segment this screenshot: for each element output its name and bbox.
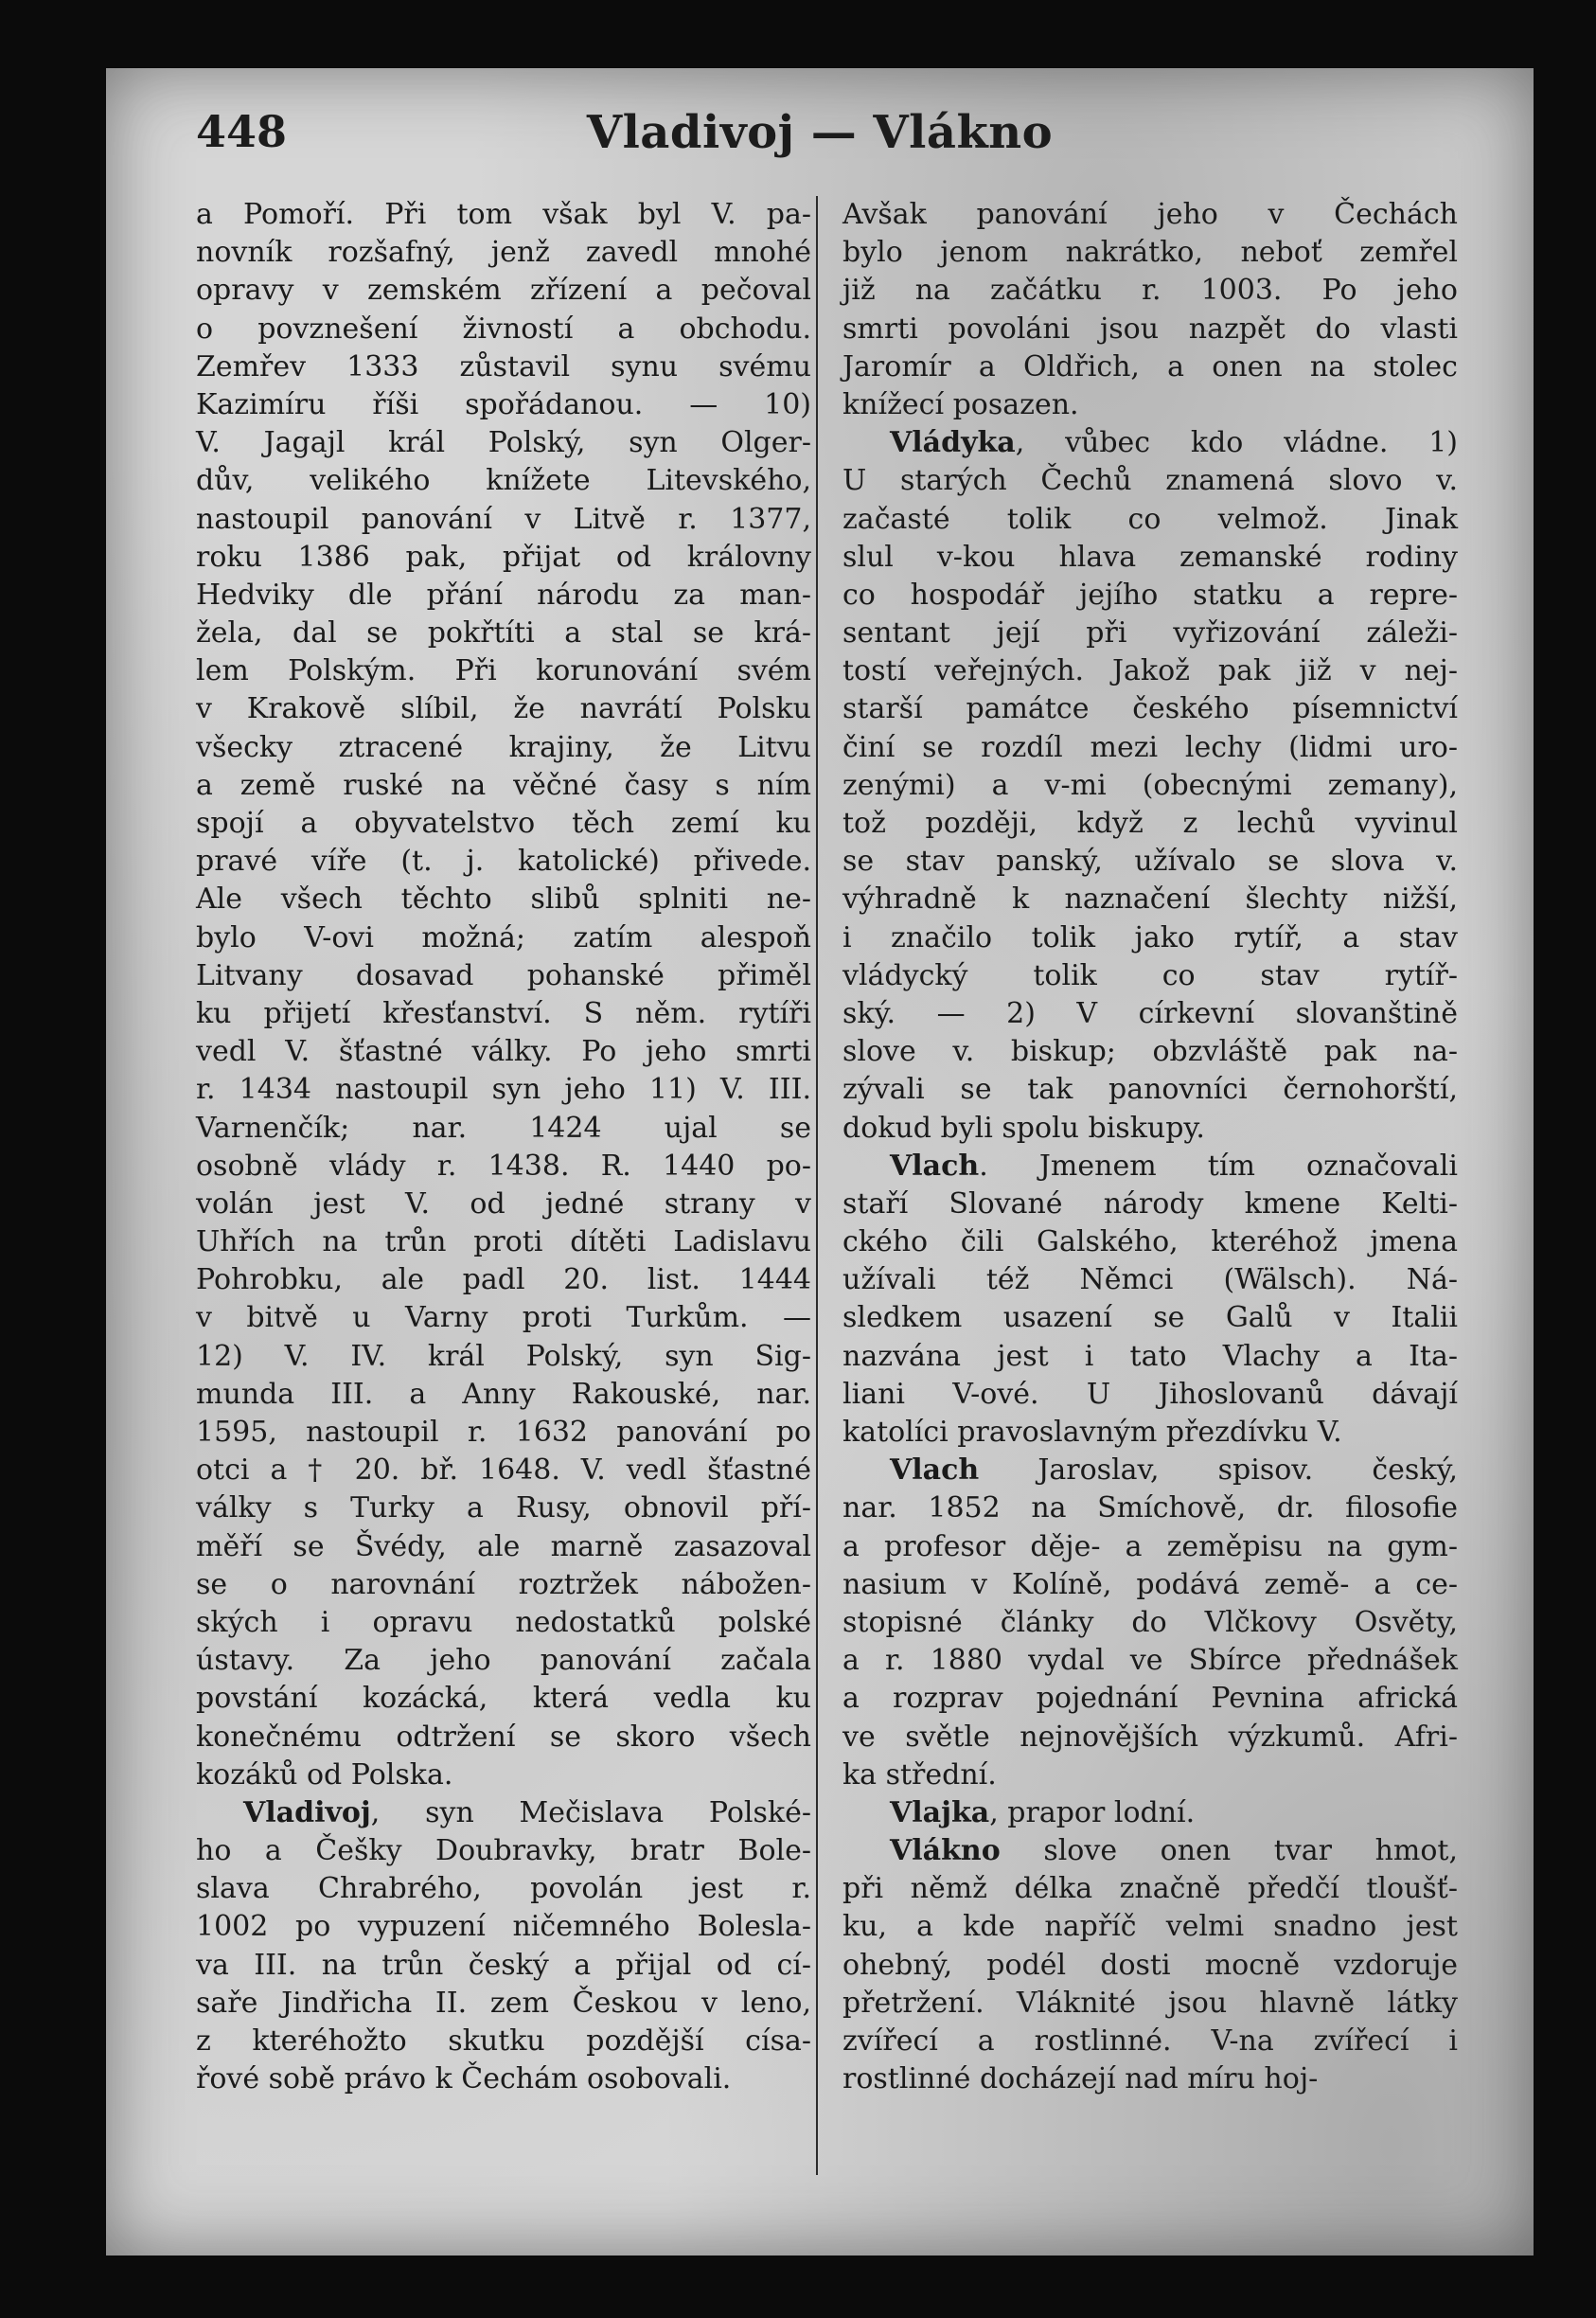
text-line bbox=[196, 1261, 811, 1299]
text-line bbox=[842, 1604, 1458, 1642]
text-line bbox=[196, 577, 811, 615]
text-line bbox=[842, 690, 1458, 728]
text-line bbox=[196, 462, 811, 500]
text-line bbox=[196, 272, 811, 310]
line-text: vládycký tolik co stav rytíř- bbox=[842, 958, 1458, 992]
text-line bbox=[842, 1489, 1458, 1527]
line-text: slove onen tvar hmot, bbox=[1000, 1834, 1458, 1868]
text-line bbox=[842, 995, 1458, 1033]
text-line bbox=[196, 1033, 811, 1071]
line-text: , vůbec kdo vládne. 1) bbox=[1015, 426, 1458, 460]
text-line bbox=[842, 957, 1458, 995]
line-text: a země ruské na věčné časy s ním bbox=[196, 768, 811, 802]
entry-headword: Vlajka bbox=[890, 1795, 990, 1829]
running-title: Vladivoj — Vlákno bbox=[586, 106, 1054, 159]
line-text: přetržení. Vláknité jsou hlavně látky bbox=[842, 1986, 1458, 2020]
entry-headword: Vlákno bbox=[890, 1834, 1001, 1868]
text-line bbox=[196, 424, 811, 462]
column-divider bbox=[816, 196, 818, 2175]
text-line bbox=[842, 1223, 1458, 1261]
text-line bbox=[196, 615, 811, 652]
line-text: nasium v Kolíně, podává země- a ce- bbox=[842, 1567, 1458, 1601]
line-text: slava Chrabrého, povolán jest r. bbox=[196, 1872, 811, 1906]
line-text: opravy v zemském zřízení a pečoval bbox=[196, 274, 811, 308]
line-text: Jaroslav, spisov. český, bbox=[979, 1453, 1458, 1488]
line-text: 1595, nastoupil r. 1632 panování po bbox=[196, 1416, 811, 1449]
page-header bbox=[106, 106, 1534, 172]
line-text: pravé víře (t. j. katolické) přivede. bbox=[196, 845, 811, 879]
text-line bbox=[842, 1414, 1458, 1452]
text-line bbox=[842, 539, 1458, 577]
text-line bbox=[196, 1794, 811, 1832]
line-text: se stav panský, užívalo se slova v. bbox=[842, 845, 1458, 879]
line-text: vedl V. šťastné války. Po jeho smrti bbox=[196, 1035, 811, 1069]
line-text: řové sobě právo k Čechám osobovali. bbox=[196, 2062, 732, 2096]
line-text: osobně vlády r. 1438. R. 1440 po- bbox=[196, 1149, 811, 1183]
line-text: knížecí posazen. bbox=[842, 387, 1079, 421]
line-text: starší památce českého písemnictví bbox=[842, 692, 1458, 726]
entry-headword: Vládyka bbox=[890, 426, 1016, 460]
text-line bbox=[196, 2060, 811, 2098]
line-text: stopisné články do Vlčkovy Osvěty, bbox=[842, 1605, 1458, 1639]
line-text: všecky ztracené krajiny, že Litvu bbox=[196, 730, 811, 764]
text-line bbox=[196, 1604, 811, 1642]
line-text: spojí a obyvatelstvo těch zemí ku bbox=[196, 807, 811, 840]
text-line bbox=[196, 919, 811, 957]
line-text: se o narovnání roztržek nábožen- bbox=[196, 1567, 811, 1601]
text-line bbox=[196, 1908, 811, 1946]
text-line bbox=[842, 1148, 1458, 1186]
text-line bbox=[196, 1489, 811, 1527]
text-line bbox=[842, 2060, 1458, 2098]
text-line bbox=[842, 386, 1458, 424]
text-line bbox=[842, 1528, 1458, 1566]
line-text: volán jest V. od jedné strany v bbox=[196, 1186, 811, 1221]
text-line bbox=[196, 501, 811, 539]
text-line bbox=[196, 234, 811, 272]
line-text: bylo jenom nakrátko, neboť zemřel bbox=[842, 236, 1458, 270]
line-text: dokud byli spolu biskupy. bbox=[842, 1111, 1205, 1145]
text-line bbox=[196, 1985, 811, 2023]
text-line bbox=[196, 1756, 811, 1794]
line-text: již na začátku r. 1003. Po jeho bbox=[842, 274, 1458, 308]
line-text: ských i opravu nedostatků polské bbox=[196, 1605, 811, 1639]
line-text: a r. 1880 vydal ve Sbírce přednášek bbox=[842, 1644, 1458, 1678]
line-text: staří Slované národy kmene Kelti- bbox=[842, 1186, 1458, 1221]
line-text: sentant její při vyřizování záleži- bbox=[842, 616, 1458, 651]
text-line bbox=[842, 1452, 1458, 1489]
text-line bbox=[842, 1376, 1458, 1414]
line-text: novník rozšafný, jenž zavedl mnohé bbox=[196, 236, 811, 270]
text-line bbox=[842, 1680, 1458, 1718]
line-text: ohebný, podél dosti mocně vzdoruje bbox=[842, 1948, 1458, 1982]
text-line bbox=[842, 881, 1458, 918]
line-text: a Pomoří. Při tom však byl V. pa- bbox=[196, 198, 811, 231]
text-line bbox=[196, 1376, 811, 1414]
line-text: Uhřích na trůn proti dítěti Ladislavu bbox=[196, 1225, 811, 1259]
line-text: lem Polským. Při korunování svém bbox=[196, 654, 811, 688]
text-line bbox=[842, 1071, 1458, 1109]
line-text: začasté tolik co velmož. Jinak bbox=[842, 502, 1458, 536]
line-text: ho a Češky Doubravky, bratr Bole- bbox=[196, 1834, 811, 1868]
page-number: 448 bbox=[196, 106, 288, 157]
text-line bbox=[196, 995, 811, 1033]
text-line bbox=[196, 386, 811, 424]
line-text: Zemřev 1333 zůstavil synu svému bbox=[196, 349, 811, 383]
text-line bbox=[196, 1223, 811, 1261]
line-text: V. Jagajl král Polský, syn Olger- bbox=[196, 426, 811, 460]
text-line bbox=[196, 1299, 811, 1337]
entry-headword: Vladivoj bbox=[243, 1795, 371, 1829]
text-line bbox=[842, 1642, 1458, 1680]
line-text: tož později, když z lechů vyvinul bbox=[842, 807, 1458, 840]
line-text: při němž délka značně předčí tloušť- bbox=[842, 1872, 1458, 1906]
text-line bbox=[842, 272, 1458, 310]
line-text: Ale všech těchto slibů splniti ne- bbox=[196, 883, 811, 917]
line-text: otci a † 20. bř. 1648. V. vedl šťastné bbox=[196, 1453, 811, 1488]
text-line bbox=[842, 424, 1458, 462]
line-text: ku přijetí křesťanství. S něm. rytíři bbox=[196, 996, 811, 1030]
line-text: výhradně k naznačení šlechty nižší, bbox=[842, 883, 1458, 917]
text-line bbox=[196, 348, 811, 386]
line-text: zývali se tak panovníci černohorští, bbox=[842, 1073, 1458, 1107]
text-line bbox=[196, 805, 811, 843]
text-line bbox=[842, 1756, 1458, 1794]
text-line bbox=[196, 1110, 811, 1148]
text-line bbox=[842, 1299, 1458, 1337]
text-line bbox=[842, 1338, 1458, 1376]
line-text: Hedviky dle přání národu za man- bbox=[196, 578, 811, 612]
text-line bbox=[842, 615, 1458, 652]
text-line bbox=[196, 1186, 811, 1223]
text-line bbox=[842, 1947, 1458, 1985]
line-text: saře Jindřicha II. zem Českou v leno, bbox=[196, 1986, 811, 2020]
line-text: Jaromír a Oldřich, a onen na stolec bbox=[842, 349, 1458, 383]
text-line bbox=[842, 501, 1458, 539]
text-line bbox=[196, 1071, 811, 1109]
text-line bbox=[842, 1719, 1458, 1756]
text-line bbox=[842, 577, 1458, 615]
text-line bbox=[842, 1566, 1458, 1604]
line-text: sledkem usazení se Galů v Italii bbox=[842, 1301, 1458, 1335]
text-line bbox=[196, 1719, 811, 1756]
text-line bbox=[196, 1947, 811, 1985]
line-text: roku 1386 pak, přijat od královny bbox=[196, 540, 811, 574]
text-line bbox=[842, 311, 1458, 348]
text-line bbox=[196, 196, 811, 234]
line-text: ústavy. Za jeho panování začala bbox=[196, 1644, 811, 1678]
line-text: , prapor lodní. bbox=[989, 1795, 1196, 1829]
text-line bbox=[196, 1832, 811, 1870]
line-text: ckého čili Galského, kteréhož jmena bbox=[842, 1225, 1458, 1259]
line-text: liani V-ové. U Jihoslovanů dávají bbox=[842, 1377, 1458, 1411]
line-text: slul v-kou hlava zemanské rodiny bbox=[842, 540, 1458, 574]
line-text: U starých Čechů znamená slovo v. bbox=[842, 464, 1458, 498]
text-line bbox=[842, 767, 1458, 805]
line-text: , syn Mečislava Polské- bbox=[370, 1795, 811, 1829]
text-line bbox=[842, 1832, 1458, 1870]
line-text: Avšak panování jeho v Čechách bbox=[842, 198, 1458, 231]
line-text: zenými) a v-mi (obecnými zemany), bbox=[842, 768, 1458, 802]
line-text: povstání kozácká, která vedla ku bbox=[196, 1682, 811, 1716]
text-line bbox=[842, 1033, 1458, 1071]
line-text: i značilo tolik jako rytíř, a stav bbox=[842, 920, 1458, 954]
line-text: 1002 po vypuzení ničemného Bolesla- bbox=[196, 1910, 811, 1944]
book-page bbox=[106, 68, 1534, 2256]
line-text: války s Turky a Rusy, obnovil pří- bbox=[196, 1491, 811, 1525]
line-text: nar. 1852 na Smíchově, dr. filosofie bbox=[842, 1491, 1458, 1525]
text-line bbox=[842, 1110, 1458, 1148]
text-line bbox=[842, 729, 1458, 767]
text-line bbox=[196, 1148, 811, 1186]
text-line bbox=[842, 1794, 1458, 1832]
text-line bbox=[196, 957, 811, 995]
line-text: ka střední. bbox=[842, 1757, 997, 1792]
text-line bbox=[842, 1186, 1458, 1223]
line-text: Pohrobku, ale padl 20. list. 1444 bbox=[196, 1263, 811, 1297]
line-text: o povznešení živností a obchodu. bbox=[196, 312, 811, 346]
line-text: a rozprav pojednání Pevnina africká bbox=[842, 1682, 1458, 1716]
text-line bbox=[842, 1870, 1458, 1908]
right-column bbox=[842, 196, 1458, 2098]
text-line bbox=[196, 729, 811, 767]
line-text: nazvána jest i tato Vlachy a Ita- bbox=[842, 1339, 1458, 1373]
line-text: měří se Švédy, ale marně zasazoval bbox=[196, 1529, 811, 1563]
text-line bbox=[842, 843, 1458, 881]
text-line bbox=[196, 311, 811, 348]
line-text: dův, velikého knížete Litevského, bbox=[196, 464, 811, 498]
line-text: kozáků od Polska. bbox=[196, 1757, 453, 1792]
line-text: smrti povoláni jsou nazpět do vlasti bbox=[842, 312, 1458, 346]
line-text: 12) V. IV. král Polský, syn Sig- bbox=[196, 1339, 811, 1373]
text-line bbox=[196, 1680, 811, 1718]
text-line bbox=[842, 1985, 1458, 2023]
text-line bbox=[196, 1414, 811, 1452]
line-text: . Jmenem tím označovali bbox=[979, 1149, 1458, 1183]
text-line bbox=[196, 1870, 811, 1908]
line-text: a profesor děje- a zeměpisu na gym- bbox=[842, 1529, 1458, 1563]
text-line bbox=[196, 539, 811, 577]
text-line bbox=[196, 1566, 811, 1604]
text-line bbox=[842, 234, 1458, 272]
text-line bbox=[196, 1642, 811, 1680]
line-text: slove v. biskup; obzvláště pak na- bbox=[842, 1035, 1458, 1069]
left-column bbox=[196, 196, 811, 2098]
text-line bbox=[842, 1908, 1458, 1946]
line-text: Litvany dosavad pohanské přiměl bbox=[196, 958, 811, 992]
line-text: r. 1434 nastoupil syn jeho 11) V. III. bbox=[196, 1073, 811, 1107]
text-line bbox=[196, 1528, 811, 1566]
text-line bbox=[842, 1261, 1458, 1299]
text-line bbox=[842, 462, 1458, 500]
line-text: z kteréhožto skutku pozdější císa- bbox=[196, 2024, 811, 2058]
line-text: v Krakově slíbil, že navrátí Polsku bbox=[196, 692, 811, 726]
text-line bbox=[842, 919, 1458, 957]
line-text: ve světle nejnovějších výzkumů. Afri- bbox=[842, 1720, 1458, 1754]
line-text: va III. na trůn český a přijal od cí- bbox=[196, 1948, 811, 1982]
line-text: co hospodář jejího statku a repre- bbox=[842, 578, 1458, 612]
text-line bbox=[196, 690, 811, 728]
line-text: rostlinné docházejí nad míru hoj- bbox=[842, 2062, 1319, 2096]
line-text: v bitvě u Varny proti Turkům. — bbox=[196, 1301, 811, 1335]
text-line bbox=[196, 843, 811, 881]
line-text: zvířecí a rostlinné. V-na zvířecí i bbox=[842, 2024, 1458, 2058]
text-line bbox=[196, 652, 811, 690]
text-line bbox=[842, 2023, 1458, 2060]
text-line bbox=[196, 1452, 811, 1489]
line-text: konečnému odtržení se skoro všech bbox=[196, 1720, 811, 1754]
text-line bbox=[842, 348, 1458, 386]
text-line bbox=[196, 767, 811, 805]
line-text: ku, a kde napříč velmi snadno jest bbox=[842, 1910, 1458, 1944]
line-text: činí se rozdíl mezi lechy (lidmi uro- bbox=[842, 730, 1458, 764]
line-text: Kazimíru říši spořádanou. — 10) bbox=[196, 387, 811, 421]
text-line bbox=[842, 196, 1458, 234]
line-text: užívali též Němci (Wälsch). Ná- bbox=[842, 1263, 1458, 1297]
text-line bbox=[842, 805, 1458, 843]
line-text: munda III. a Anny Rakouské, nar. bbox=[196, 1377, 811, 1411]
text-line bbox=[196, 881, 811, 918]
entry-headword: Vlach bbox=[890, 1453, 980, 1488]
line-text: Varnenčík; nar. 1424 ujal se bbox=[196, 1111, 811, 1145]
line-text: tostí veřejných. Jakož pak již v nej- bbox=[842, 654, 1458, 688]
line-text: žela, dal se pokřtíti a stal se krá- bbox=[196, 616, 811, 651]
line-text: katolíci pravoslavným přezdívku V. bbox=[842, 1416, 1342, 1449]
entry-headword: Vlach bbox=[890, 1149, 980, 1183]
text-line bbox=[842, 652, 1458, 690]
text-line bbox=[196, 1338, 811, 1376]
line-text: ský. — 2) V církevní slovanštině bbox=[842, 996, 1458, 1030]
line-text: bylo V-ovi možná; zatím alespoň bbox=[196, 920, 811, 954]
line-text: nastoupil panování v Litvě r. 1377, bbox=[196, 502, 811, 536]
text-line bbox=[196, 2023, 811, 2060]
